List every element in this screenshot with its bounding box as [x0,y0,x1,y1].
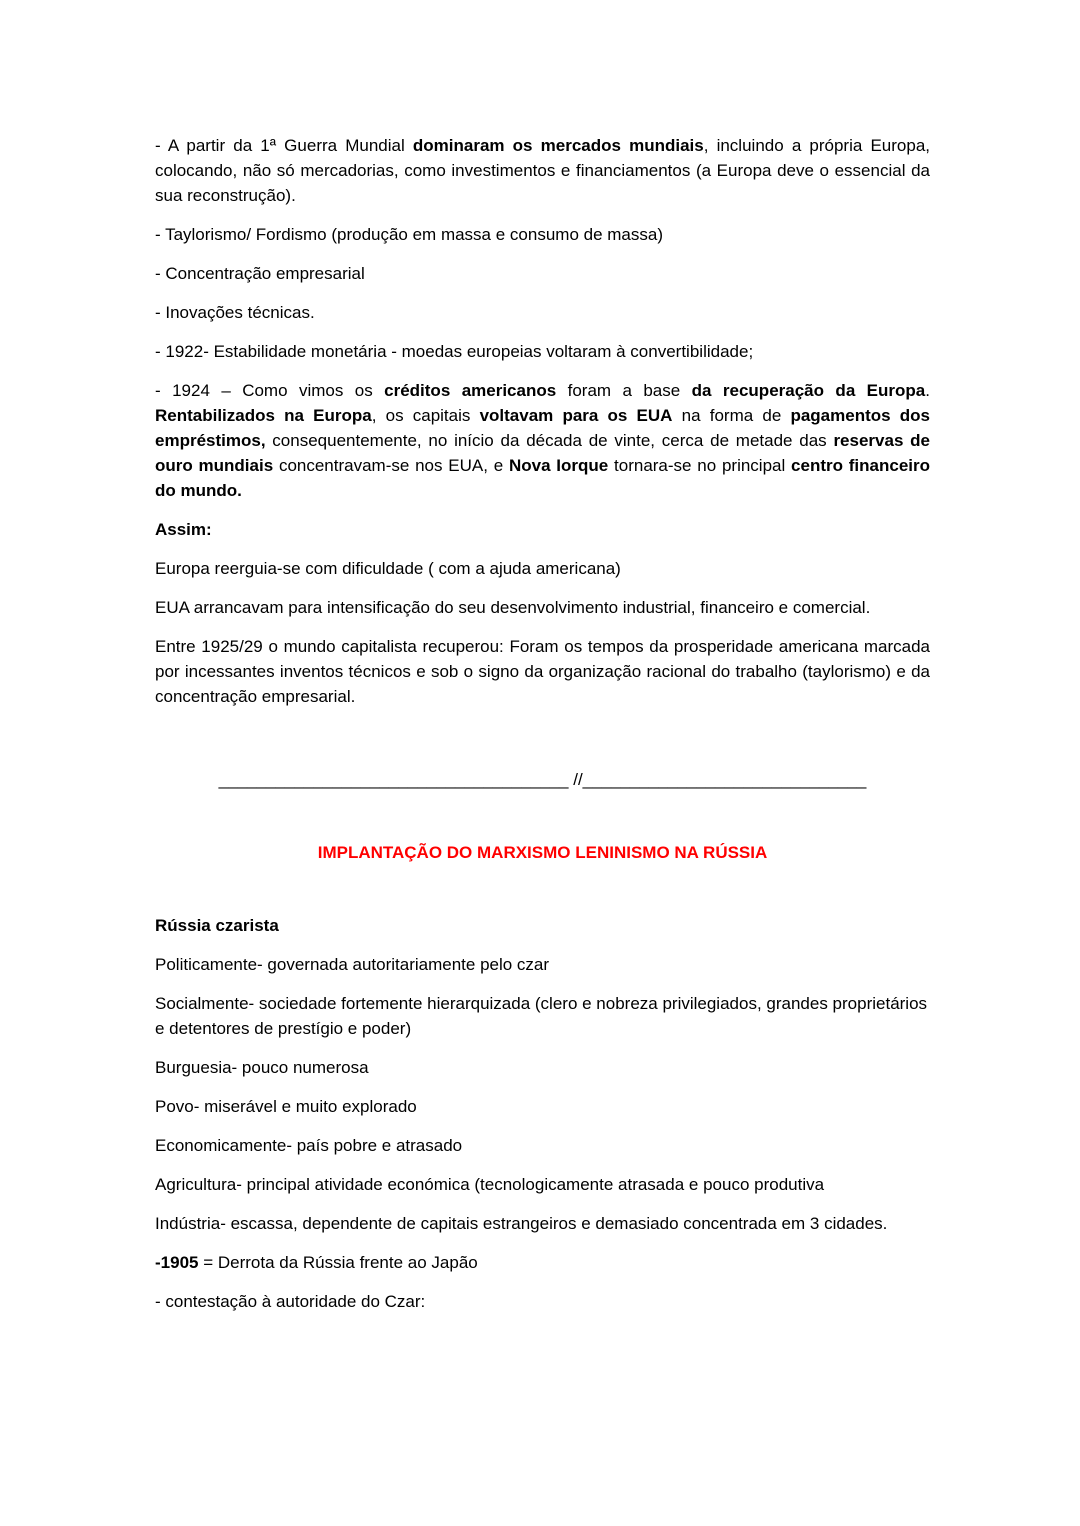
text-run-bold: centro financeiro do mundo. [155,456,930,500]
paragraph-eua-arrancavam [155,595,930,620]
paragraph-povo [155,1094,930,1119]
text-run: consequentemente, no início da década de vinte, cerca de metade das [265,431,834,450]
paragraph-russia-czarista [155,913,930,938]
paragraph-europa-reerguia [155,556,930,581]
paragraph-taylorismo-fordismo [155,222,930,247]
text-run: Entre 1925/29 o mundo capitalista recuperou: Foram os tempos da prosperidade americana marcada por incessantes inventos técnicos e sob o signo da organização racional do trabalho (taylorismo) e da concentração empresarial. [155,637,930,706]
text-run: Europa reerguia-se com dificuldade ( com a ajuda americana) [155,559,621,578]
text-run: = Derrota da Rússia frente ao Japão [198,1253,478,1272]
section-divider [155,767,930,792]
text-run: Socialmente- sociedade fortemente hierarquizada (clero e nobreza privilegiados, grandes proprietários e detentores de prestígio e poder) [155,994,928,1038]
text-run: _____________________________________ //______________________________ [218,770,867,789]
text-run: concentravam-se nos EUA, e [273,456,509,475]
text-run: na forma de [672,406,791,425]
text-run: Burguesia- pouco numerosa [155,1058,369,1077]
text-run-bold: créditos americanos [384,381,557,400]
text-run-bold: Rentabilizados na Europa [155,406,372,425]
paragraph-economicamente [155,1133,930,1158]
text-run: - Concentração empresarial [155,264,365,283]
text-run: - 1924 – Como vimos os [155,381,385,400]
paragraph-socialmente [155,991,930,1041]
text-run: tornara-se no principal [608,456,792,475]
text-run: - Taylorismo/ Fordismo (produção em massa e consumo de massa) [155,225,663,244]
paragraph-us-world-markets [155,133,930,208]
text-run: - A partir da 1ª Guerra Mundial [155,136,413,155]
paragraph-inovacoes-tecnicas [155,300,930,325]
text-run: Politicamente- governada autoritariamente pelo czar [155,955,550,974]
paragraph-1922-estabilidade [155,339,930,364]
text-run: Indústria- escassa, dependente de capitais estrangeiros e demasiado concentrada em 3 cidades. [155,1214,888,1233]
text-run: Agricultura- principal atividade económica (tecnologicamente atrasada e pouco produtiva [155,1175,825,1194]
paragraph-concentracao-empresarial [155,261,930,286]
paragraph-agricultura [155,1172,930,1197]
text-run-bold: voltavam para os EUA [479,406,673,425]
text-run: - 1922- Estabilidade monetária - moedas europeias voltaram à convertibilidade; [155,342,754,361]
text-run-bold: reservas de ouro mundiais [155,431,930,475]
paragraph-1924-creditos [155,378,930,503]
text-run: foram a base [556,381,692,400]
paragraph-industria [155,1211,930,1236]
text-run: Povo- miserável e muito explorado [155,1097,417,1116]
text-run: Economicamente- país pobre e atrasado [155,1136,463,1155]
paragraph-contestacao-czar [155,1289,930,1314]
text-run-bold: dominaram os mercados mundiais [412,136,704,155]
paragraph-burguesia [155,1055,930,1080]
text-run: , os capitais [371,406,480,425]
paragraph-1905-derrota [155,1250,930,1275]
text-run: , incluindo a própria Europa, colocando, não só mercadorias, como investimentos e financiamentos (a Europa deve o essencial da sua reconstrução). [155,136,930,205]
text-run: - contestação à autoridade do Czar: [155,1292,426,1311]
paragraph-entre-1925-29 [155,634,930,709]
section-heading-marxismo-leninismo [155,840,930,865]
paragraph-politicamente [155,952,930,977]
text-run-bold: Nova Iorque [508,456,609,475]
paragraph-assim [155,517,930,542]
text-run: - Inovações técnicas. [155,303,315,322]
text-run-bold: pagamentos dos empréstimos, [155,406,930,450]
text-run-bold: IMPLANTAÇÃO DO MARXISMO LENINISMO NA RÚSSIA [317,843,768,862]
text-run-bold: da recuperação da Europa [691,381,926,400]
text-run: . [925,381,930,400]
text-run-bold: -1905 [155,1253,199,1272]
text-run-bold: Assim: [155,520,212,539]
text-run-bold: Rússia czarista [155,916,279,935]
text-run: EUA arrancavam para intensificação do seu desenvolvimento industrial, financeiro e comercial. [155,598,871,617]
